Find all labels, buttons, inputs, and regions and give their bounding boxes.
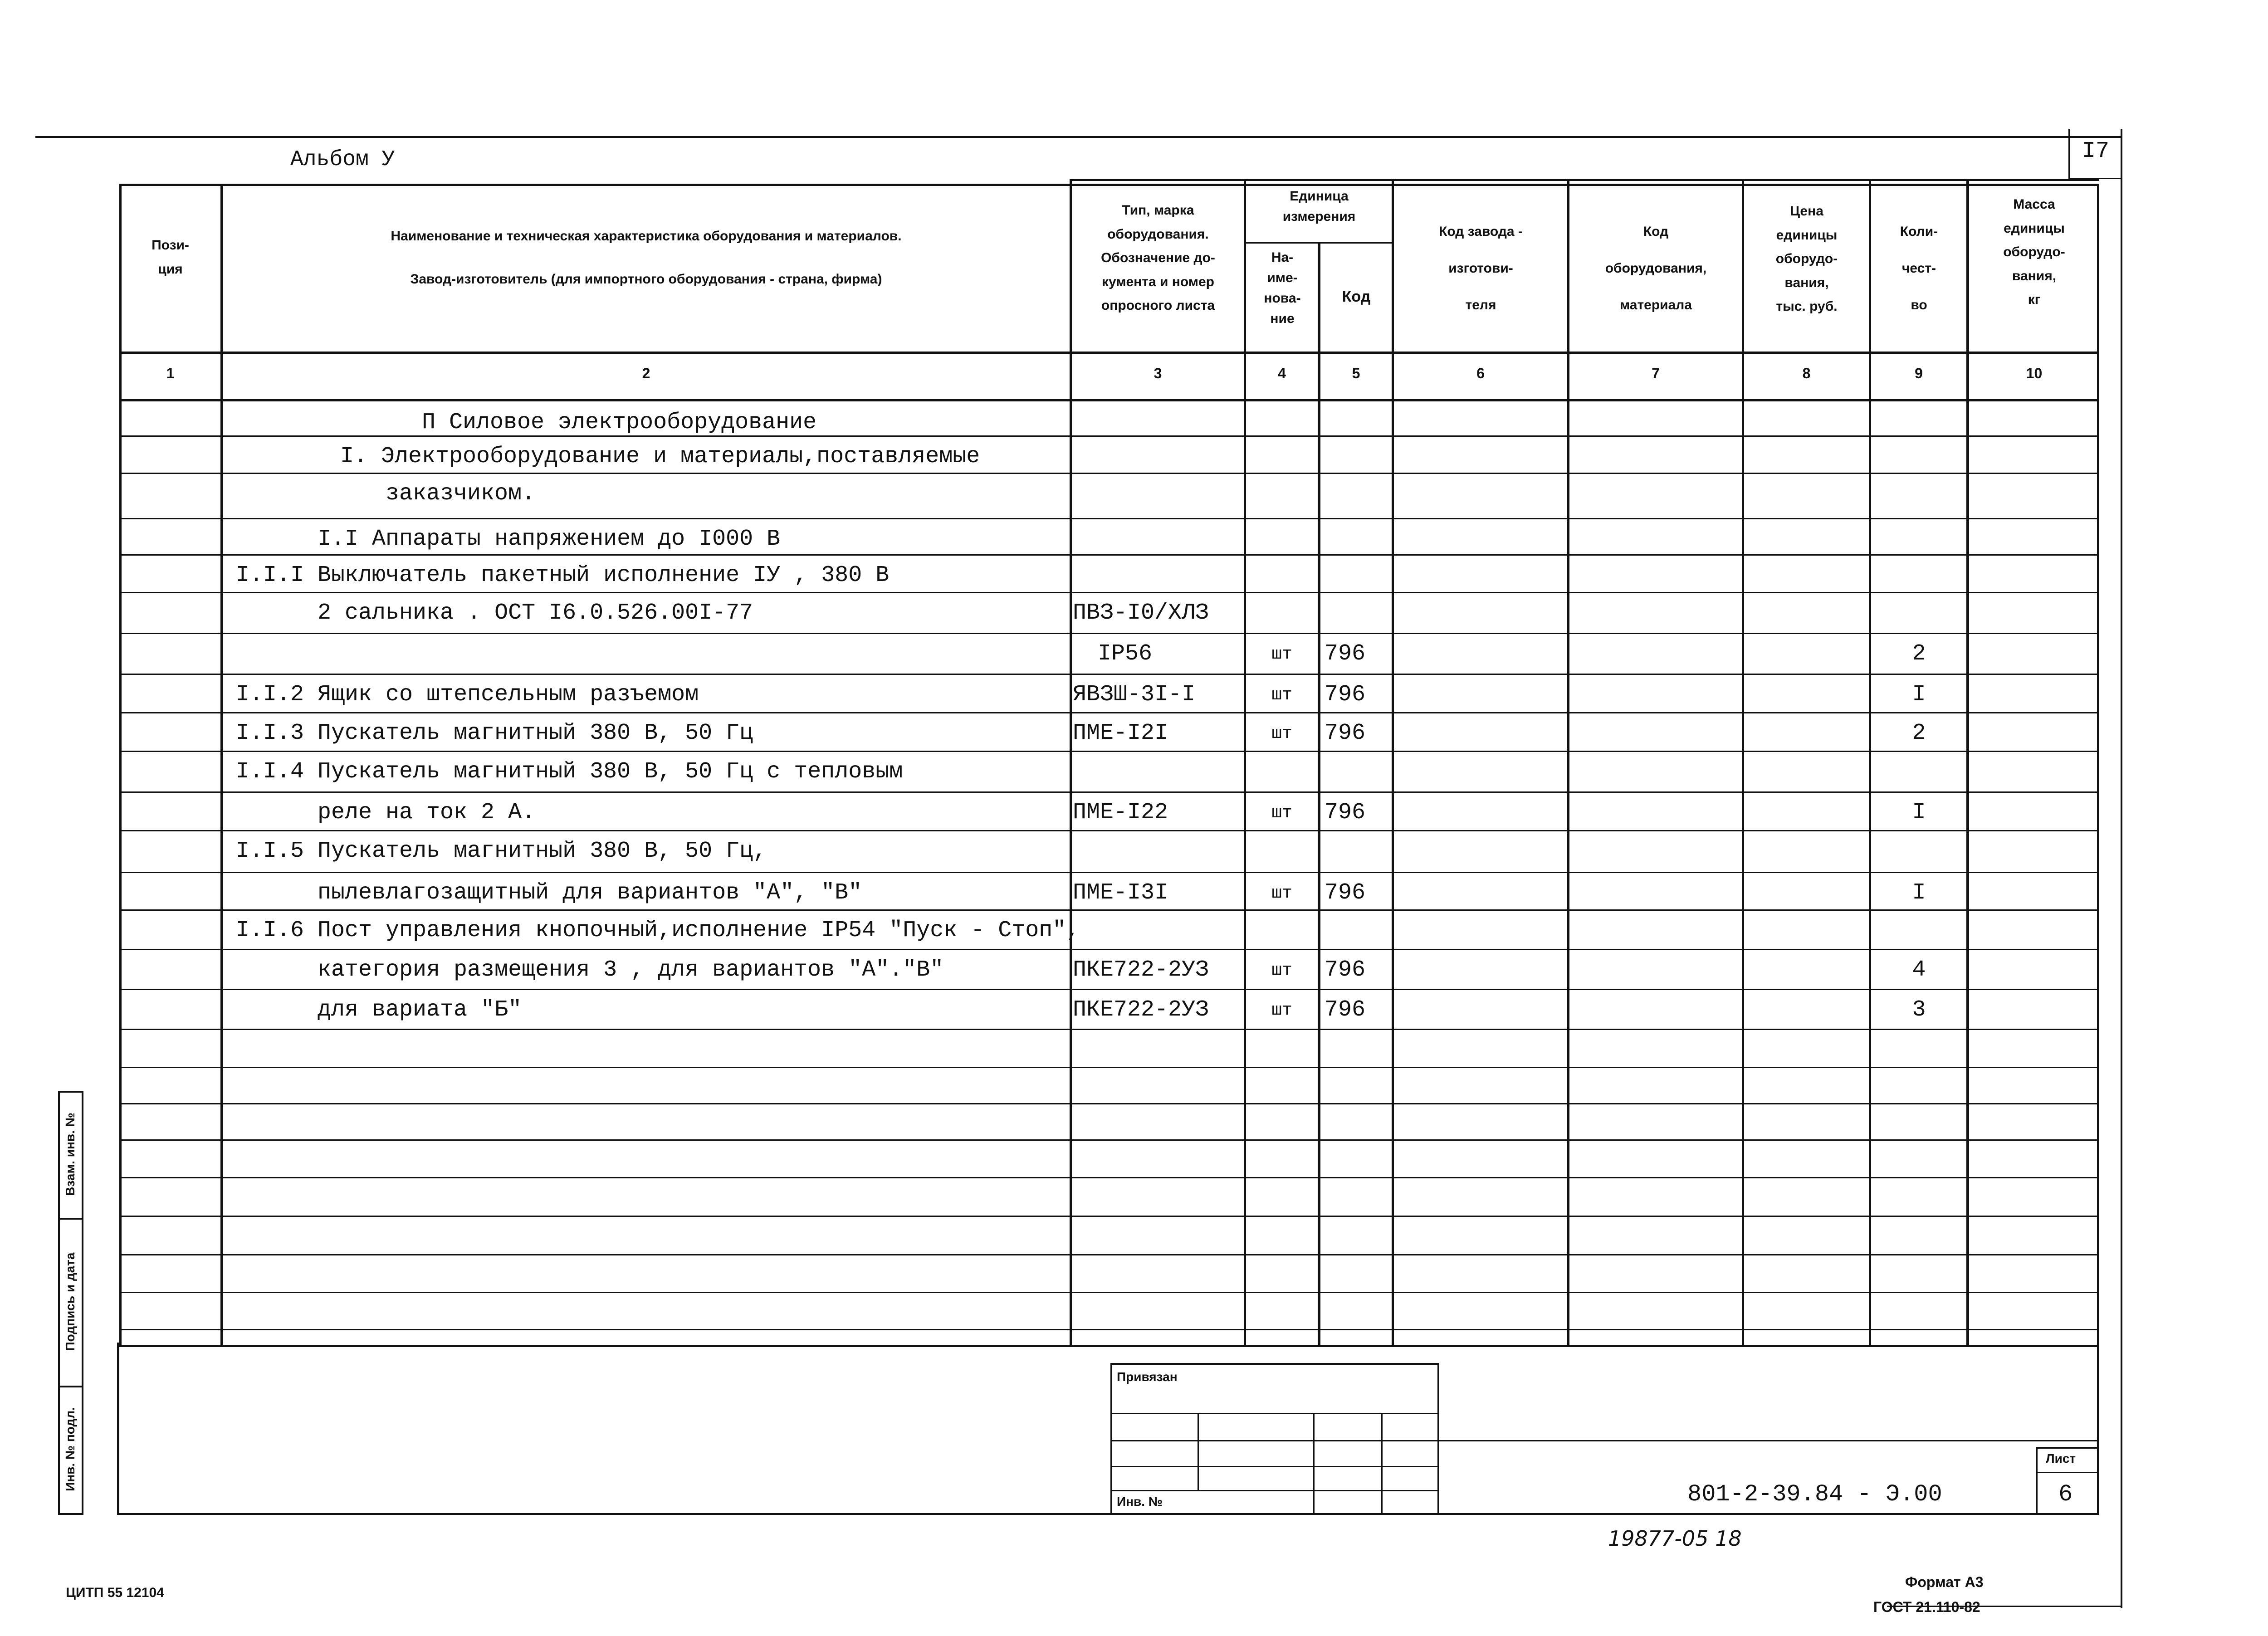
top-page-line — [35, 136, 2122, 138]
column-number-2: 2 — [642, 365, 650, 381]
stamp-inv-label: Инв. № — [1117, 1494, 1163, 1509]
lower-frame-bottom — [117, 1513, 2099, 1515]
stamp-col-3 — [1381, 1413, 1383, 1515]
item-quantity: 2 — [1912, 720, 1926, 746]
item-quantity: 2 — [1912, 641, 1926, 667]
item-name: 2 сальника . ОСТ I6.0.526.00I-77 — [318, 600, 753, 626]
column-number-3: 3 — [1154, 365, 1162, 381]
list-label: Лист — [2046, 1451, 2076, 1465]
stamp-line-4 — [1110, 1490, 1439, 1491]
item-name: I.I.3 Пускатель магнитный 380 В, 50 Гц — [236, 720, 753, 746]
column-number-10: 10 — [2026, 365, 2043, 381]
row-line — [119, 791, 2099, 793]
item-type: ПКЕ722-2УЗ — [1073, 997, 1209, 1023]
row-line — [119, 872, 2099, 873]
row-line — [119, 1029, 2099, 1030]
row-line — [119, 909, 2099, 911]
item-name: I.I.I Выключатель пакетный исполнение IУ , 380 В — [236, 562, 890, 588]
item-name: I.I.4 Пускатель магнитный 380 В, 50 Гц с тепловым — [236, 759, 903, 785]
header-factory-code: Код завода - изготови- теля — [1439, 224, 1523, 313]
row-line — [119, 751, 2099, 752]
row-line — [119, 1254, 2099, 1255]
col-line-3 — [1244, 179, 1246, 1347]
header-unit-name: На- име- нова- ние — [1264, 250, 1301, 326]
column-number-6: 6 — [1476, 365, 1485, 381]
item-name: пылевлагозащитный для вариантов "А", "В" — [318, 880, 862, 906]
header-equipment-code: Код оборудования, материала — [1605, 224, 1707, 313]
header-unit-code: Код — [1342, 288, 1371, 305]
item-name: I.I.5 Пускатель магнитный 380 В, 50 Гц, — [236, 838, 767, 864]
header-unit-group: Единица измерения — [1282, 189, 1356, 224]
item-unit-code: 796 — [1325, 800, 1366, 825]
stamp-col-2 — [1313, 1413, 1315, 1515]
item-unit: шт — [1271, 724, 1292, 743]
item-unit-code: 796 — [1325, 720, 1366, 746]
col-line-4 — [1318, 243, 1320, 1347]
side-strip-top — [58, 1091, 83, 1093]
row-line — [119, 830, 2099, 831]
header-type: Тип, марка оборудования. Обозначение до- кумента и номер опросного листа — [1101, 203, 1215, 313]
item-type: ПМЕ-I22 — [1073, 800, 1168, 825]
row-line — [119, 1103, 2099, 1104]
item-name: I. Электрооборудование и материалы,поставляемые — [340, 444, 980, 469]
column-number-5: 5 — [1352, 365, 1360, 381]
stamp-privyazan-label: Привязан — [1117, 1370, 1178, 1384]
header-position: Пози- ция — [152, 238, 189, 277]
lower-frame-left — [117, 1343, 119, 1515]
item-name: реле на ток 2 А. — [318, 800, 536, 825]
row-line — [119, 473, 2099, 474]
item-unit-code: 796 — [1325, 641, 1366, 667]
col-line-5 — [1392, 179, 1394, 1347]
item-type: ПМЕ-I2I — [1073, 720, 1168, 746]
item-name: I.I Аппараты напряжением до I000 В — [318, 526, 781, 552]
item-type: ПМЕ-I3I — [1073, 880, 1168, 906]
item-unit: шт — [1271, 961, 1292, 980]
row-line — [119, 1139, 2099, 1141]
item-unit: шт — [1271, 685, 1292, 705]
row-line — [119, 674, 2099, 675]
list-box-divider — [2036, 1472, 2099, 1473]
column-number-8: 8 — [1802, 365, 1811, 381]
column-number-7: 7 — [1652, 365, 1660, 381]
document-code: 801-2-39.84 - Э.00 — [1687, 1481, 1942, 1508]
item-name: заказчиком. — [386, 481, 536, 507]
col-line-2 — [1070, 179, 1072, 1347]
item-name: I.I.2 Ящик со штепсельным разъемом — [236, 682, 699, 708]
item-quantity: 4 — [1912, 957, 1926, 983]
row-line — [119, 712, 2099, 713]
side-strip-bottom — [58, 1513, 83, 1515]
column-number-9: 9 — [1915, 365, 1923, 381]
item-type: ЯВЗШ-3I-I — [1073, 682, 1196, 708]
item-name: для вариата "Б" — [318, 997, 522, 1023]
header-top-right — [1070, 179, 2099, 181]
row-line — [119, 633, 2099, 634]
item-unit-code: 796 — [1325, 957, 1366, 983]
footer-gost: ГОСТ 21.110-82 — [1873, 1599, 1980, 1615]
row-line — [119, 554, 2099, 556]
row-line — [119, 1292, 2099, 1293]
corner-box-left — [2068, 129, 2070, 179]
column-number-4: 4 — [1278, 365, 1286, 381]
col-line-7 — [1742, 179, 1744, 1347]
item-name: категория размещения 3 , для вариантов "А"."В" — [318, 957, 944, 983]
numbers-bottom-line — [119, 399, 2099, 401]
row-line — [119, 949, 2099, 950]
header-bottom-line — [119, 352, 2099, 354]
item-unit: шт — [1271, 645, 1292, 664]
col-line-1 — [220, 184, 223, 1347]
row-line — [119, 989, 2099, 990]
stamp-line-3 — [1110, 1466, 1439, 1467]
col-line-6 — [1567, 179, 1569, 1347]
row-line — [119, 1177, 2099, 1178]
sheet-corner-number: I7 — [2082, 138, 2110, 164]
row-line — [119, 592, 2099, 593]
stamp-line-1 — [1110, 1413, 1439, 1414]
item-quantity: I — [1912, 682, 1926, 708]
item-unit-code: 796 — [1325, 997, 1366, 1023]
side-label-podpis: Подпись и дата — [63, 1252, 77, 1351]
side-label-inv: Инв. № подл. — [63, 1407, 77, 1491]
footer-citp: ЦИТП 55 12104 — [66, 1585, 164, 1600]
title-block-top — [1439, 1440, 2099, 1441]
list-number: 6 — [2058, 1481, 2073, 1508]
item-quantity: I — [1912, 800, 1926, 825]
column-number-1: 1 — [166, 365, 175, 381]
item-unit: шт — [1271, 1001, 1292, 1020]
header-quantity: Коли- чест- во — [1900, 224, 1938, 313]
row-line — [119, 518, 2099, 519]
row-line — [119, 1329, 2099, 1330]
side-strip-div2 — [58, 1386, 83, 1387]
col-line-9 — [1966, 179, 1969, 1347]
side-label-vzam: Взам. инв. № — [63, 1113, 77, 1196]
item-name: I.I.6 Пост управления кнопочный,исполнение IP54 "Пуск - Стоп", — [236, 918, 1080, 943]
handwritten-inventory-number: 19877-05 18 — [1608, 1526, 1742, 1551]
item-type: ПВЗ-I0/ХЛЗ — [1073, 600, 1209, 626]
stamp-col-1 — [1198, 1413, 1199, 1490]
header-price: Цена единицы оборудо- вания, тыс. руб. — [1775, 204, 1838, 314]
album-label: Альбом У — [290, 147, 395, 172]
row-line — [119, 435, 2099, 437]
item-quantity: I — [1912, 880, 1926, 906]
item-type: ПКЕ722-2УЗ — [1073, 957, 1209, 983]
col-line-8 — [1869, 179, 1871, 1347]
row-line — [119, 1067, 2099, 1068]
right-page-border — [2121, 129, 2122, 1608]
stamp-line-2 — [1110, 1440, 1439, 1441]
side-strip-left — [58, 1091, 60, 1515]
header-name-line2: Завод-изготовитель (для импортного оборудования - страна, фирма) — [410, 272, 882, 287]
item-unit-code: 796 — [1325, 880, 1366, 906]
side-strip-div1 — [58, 1218, 83, 1220]
item-unit: шт — [1271, 884, 1292, 903]
item-unit: шт — [1271, 803, 1292, 823]
item-quantity: 3 — [1912, 997, 1926, 1023]
header-mass: Масса единицы оборудо- вания, кг — [2003, 197, 2065, 307]
footer-format: Формат А3 — [1905, 1574, 1984, 1590]
unit-group-divider — [1244, 242, 1393, 244]
header-name-line1: Наименование и техническая характеристика оборудования и материалов. — [391, 229, 902, 244]
item-unit-code: 796 — [1325, 682, 1366, 708]
stamp-privyazan-box — [1110, 1363, 1439, 1515]
side-strip-right — [82, 1091, 83, 1515]
item-type: IP56 — [1098, 641, 1153, 667]
row-line — [119, 1216, 2099, 1217]
item-name: П Силовое электрооборудование — [422, 410, 817, 435]
